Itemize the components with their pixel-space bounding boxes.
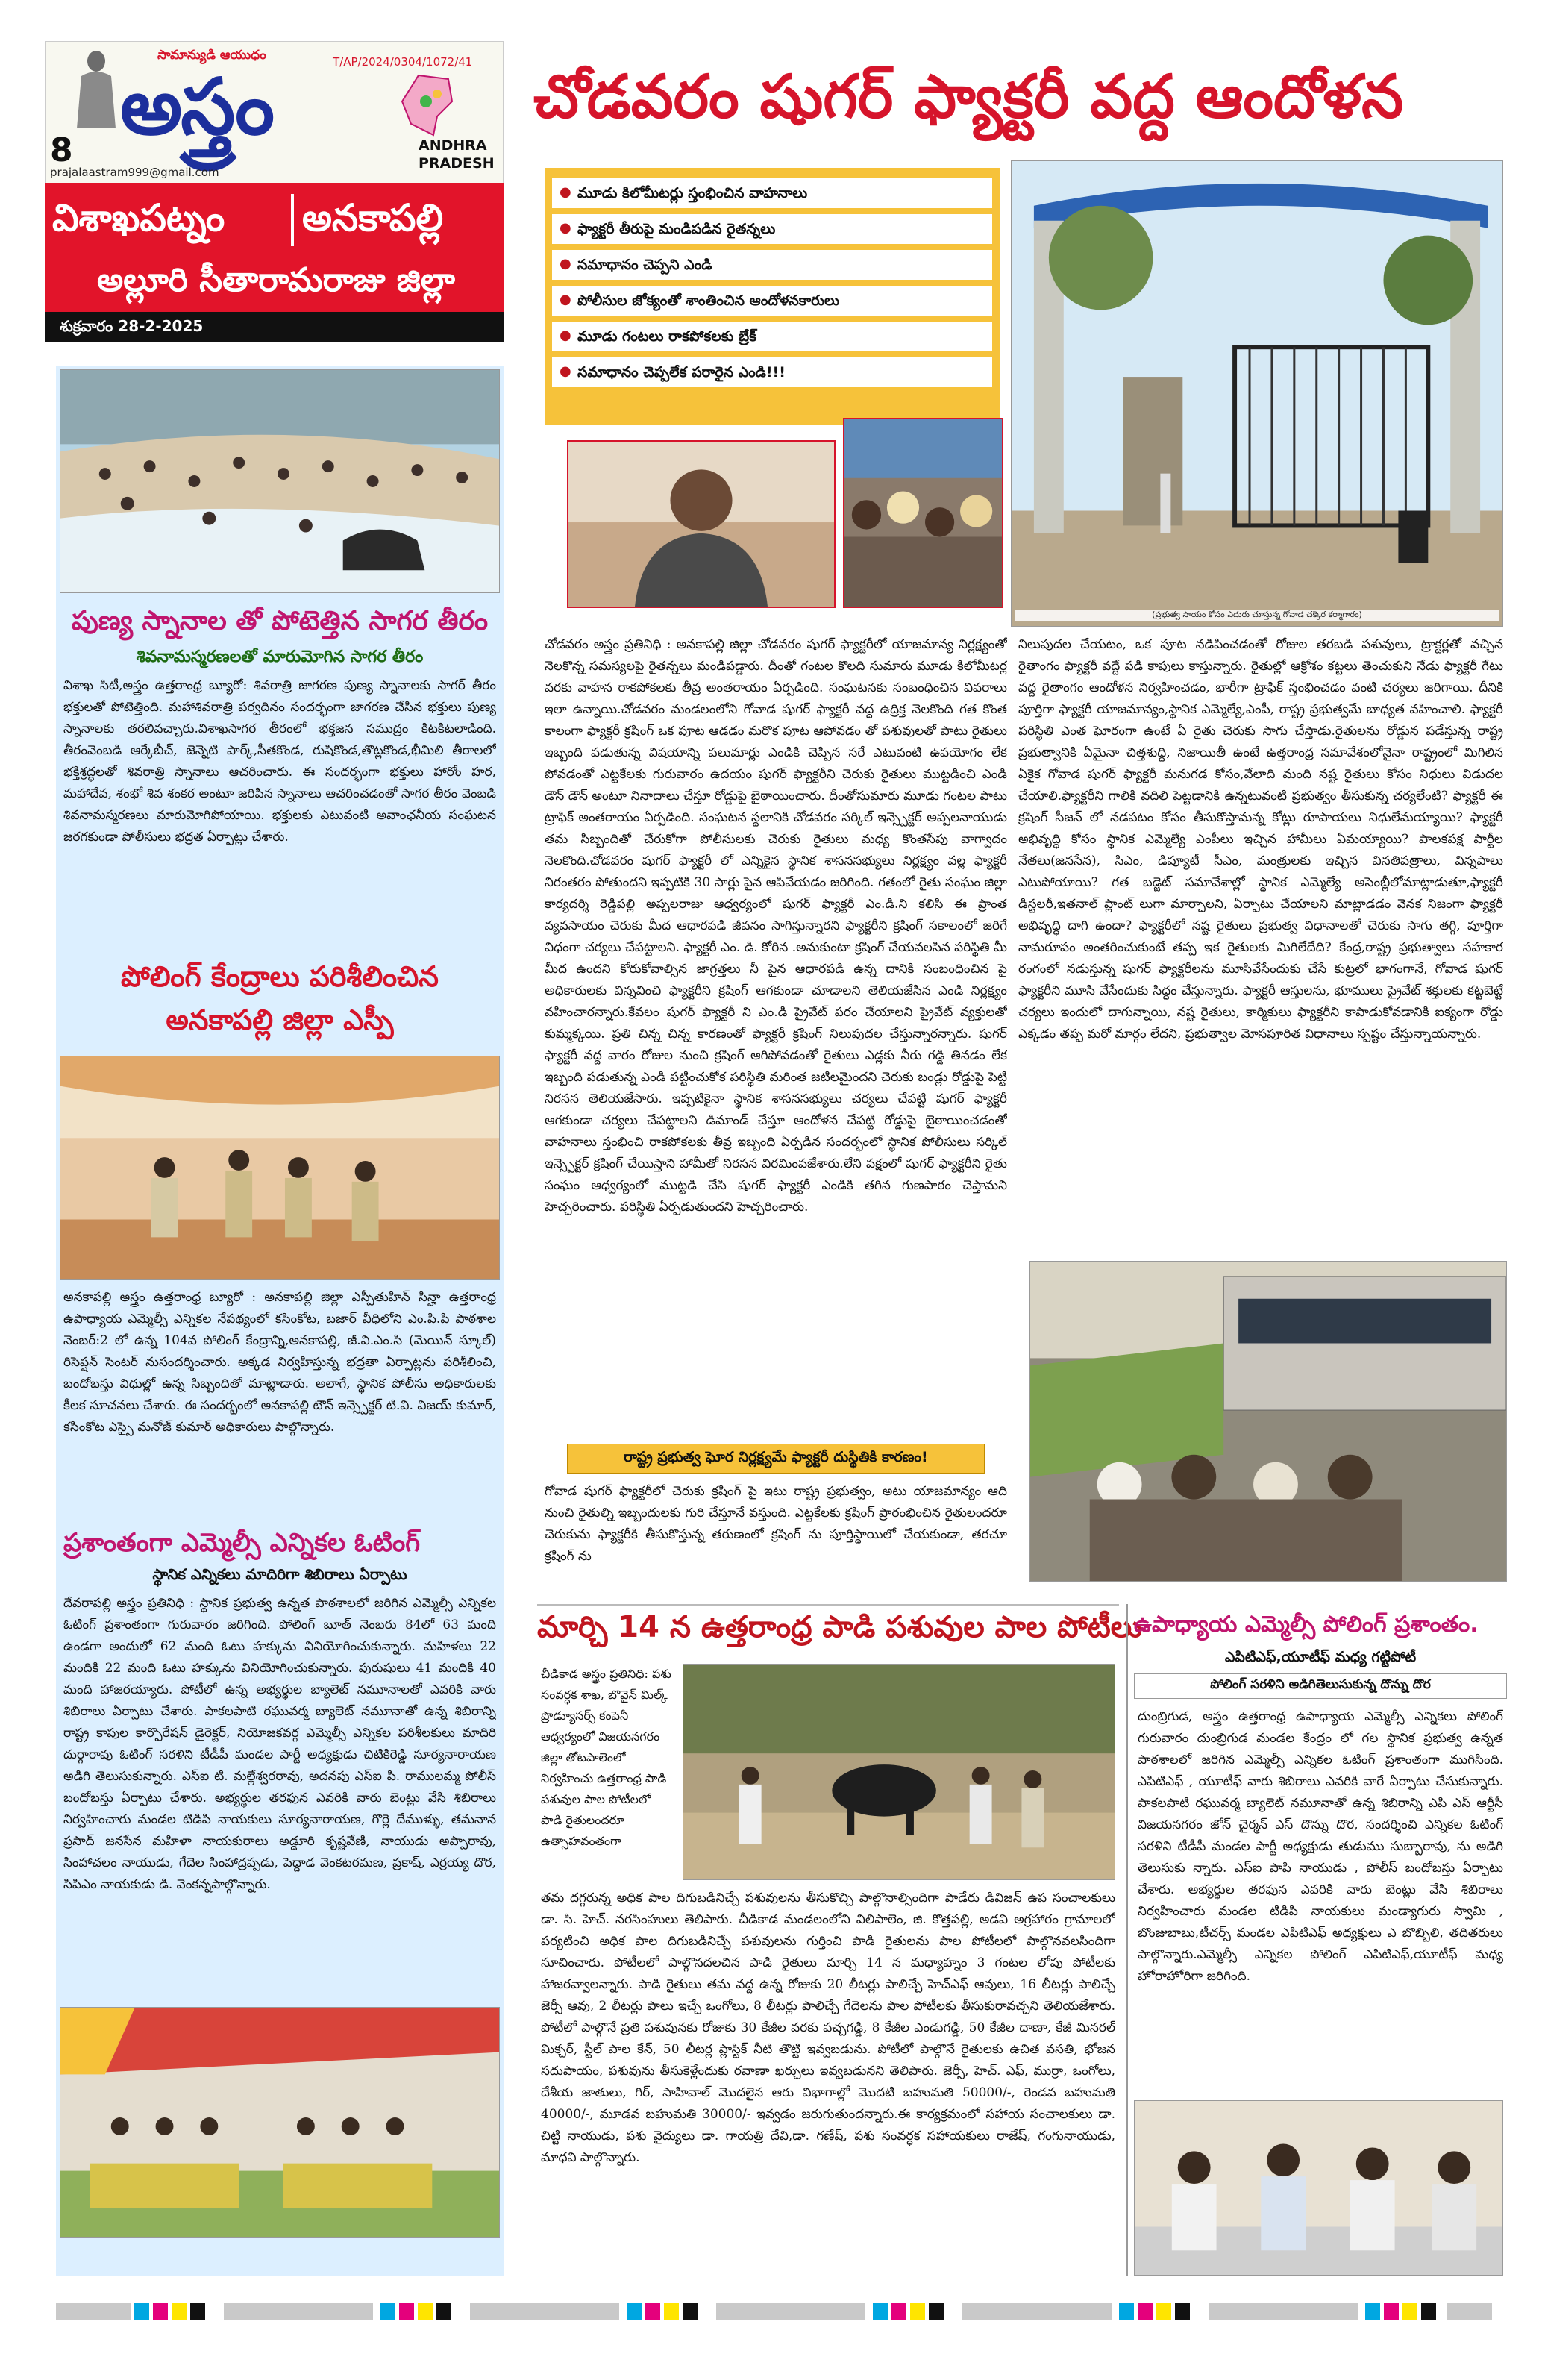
beach-headline: పుణ్య స్నానాల తో పోటెత్తిన సాగర తీరం bbox=[71, 606, 489, 636]
date-bar bbox=[45, 312, 504, 342]
milk-intro: చీడికాడ అస్త్రం ప్రతినిధి: పశు సంవర్ధక శాఖ, బొవైన్ మిల్క్ ప్రొడ్యూసర్స్ కంపెనీ ఆధ్వర్యంలో విజయనగరం జిల్లా తోటపాలెంలో నిర్వహించు ఉత్తరాంధ్ర పాడి పశువుల పాల పోటీలలో పాడి రైతులందరూ ఉత్సాహవంతంగా bbox=[541, 1667, 671, 1848]
beach-subhead: శివనామస్మరణలతో మారుమోగిన సాగర తీరం bbox=[136, 648, 424, 666]
teacher-subhead-2-box bbox=[1134, 1673, 1507, 1699]
bullet-item: ● సమాధానం చెప్పలేక పరారైన ఎండి!!! bbox=[552, 357, 992, 387]
teacher-polling-photo bbox=[1134, 2100, 1503, 2276]
district-banner bbox=[45, 183, 504, 332]
lead-article-column-2: నిలుపుదల చేయటం, ఒక పూట నడిపించడంతో రోజుల తరబడి పశువులు, ట్రాక్టర్లతో వచ్చిన రైతాంగం ఫ్యాక్టరీ వద్దే పడి కాపులు కాస్తున్నారు. రైతుల్లో ఆక్రోశం కట్టలు తెంచుకుని నేడు ఫ్యాక్టరీ గేటు వద్ద రైతాంగం ఆందోళన నిర్వహించడం, భారీగా ట్రాఫిక్ స్తంభించడం వంటి చర్యలు జరిగాయి. దీనికి పూర్తిగా ఫ్యాక్టరీ యాజమాన్యం,స్థానిక ఎమ్మెల్యే,ఎంపీ, రాష్ట్ర ప్రభుత్వమే బాధ్యత వహించాలి. ఫ్యాక్టరీ పరిస్థితి ఎంత ఘోరంగా ఉంటే ఏ రైతు చెరుకు సాగు చేస్తాడు.రైతులను రోడ్డున పడేస్తున్న రాష్ట్ర ప్రభుత్వానికి ఏమైనా చిత్తశుద్ధి, నిజాయితీ ఉంటే ఉత్తరాంధ్ర సమావేశంలోనైనా రాష్ట్రంలో మిగిలిన ఏకైక గోవాడ షుగర్ ఫ్యాక్టరీ మనుగడ కోసం,వేలాది మంది నష్ట రైతులు కోసం నిధులు విడుదల చేయాలి.ఫ్యాక్టరీని గాలికి వదిలి పెట్టడానికి ఉన్నటువంటి ప్రభుత్వం తీసుకున్న చర్యలేంటి? ఫ్యాక్టరీ ఈ క్రషింగ్ సీజన్ లో నడపటం కోసం తీసుకొస్తామన్న కోట్లు రూపాయలు నిధులేమయ్యాయి? ఫ్యాక్టరీ అభివృద్ధి కోసం స్థానిక ఎమ్మెల్యే ఎంపీలు ఇచ్చిన హామీలు ఏమయ్యాయి? పాలకపక్ష పార్టీల నేతలు(జనసేన), సిఎం, డిప్యూటీ సీఎం, మంత్రులకు ఇచ్చిన వినతిపత్రాలు, విన్నపాలు ఎటుపోయాయి? గత బడ్జెట్ సమావేశాల్లో స్థానిక ఎమ్మెల్యే అసెంబ్లీలోమాట్లాడుతూ,ఫ్యాక్టరీ డిస్టలరీ,ఇతనాల్ ప్లాంట్ లుగా మార్చాలని, ఏర్పాటు చేయాలని మాట్లాడడం వెనక నిజంగా ఫ్యాక్టరీ అభివృద్ధి దాగి ఉందా? ఫ్యాక్టరీలో నష్ట రైతులు ప్రభుత్వ విధానాలతో చెరుకు సాగు తగ్గి, పూర్తిగా నామరూపం అంతరించుకుంటే తప్ప ఇక రైతులకు మిగిలేదేది? కేంద్ర,రాష్ట్ర ప్రభుత్వాలు సహకార రంగంలో నడుస్తున్న షుగర్ ఫ్యాక్టరీలను మూసివేసేందుకు చేసే కుట్రలో భాగంగానే, గోవాడ షుగర్ ఫ్యాక్టరీని మూసి వేసేందుకు సిద్ధం చేస్తున్నారు. ఫ్యాక్టరీ ఆస్తులను, భూములు ప్రైవేట్ శక్తులకు కట్టబెట్టే చర్యలు ఇందులో దాగున్నాయి, నష్ట రైతులు, కార్మికులు ఫ్యాక్టరీని కాపాడుకోవడానికి ఐక్యంగా రోడ్డు ఎక్కడం తప్ప మరో మార్గం లేదని, ప్రభుత్వాల మోసపూరిత విధానాలు స్పష్టం చేస్తున్నాయన్నారు. bbox=[1018, 637, 1503, 1042]
buffalo-photo bbox=[683, 1664, 1115, 1880]
md-portrait-photo bbox=[567, 440, 836, 608]
bullet-item: ● సమాధానం చెప్పని ఎండి bbox=[552, 250, 992, 280]
registration-number: T/AP/2024/0304/1072/41 bbox=[333, 55, 473, 69]
mlc-subhead: స్థానిక ఎన్నికలు మాదిరిగా శిబిరాలు ఏర్పాటు bbox=[152, 1565, 407, 1583]
district-asr: అల్లూరి సీతారామరాజు జిల్లా bbox=[97, 261, 455, 299]
page-number: 8 bbox=[50, 131, 73, 169]
masthead-tagline: సామాన్యుడి ఆయుధం bbox=[157, 48, 266, 63]
issue-date: శుక్రవారం 28-2-2025 bbox=[60, 317, 204, 335]
milk-article-body: తమ దగ్గరున్న అధిక పాల దిగుబడినిచ్చే పశువులను తీసుకొచ్చి పాల్గొనాల్సిందిగా పాడేరు డివిజన్ ఉప సంచాలకులు డా. సి. హెచ్. నరసింహులు తెలిపారు. చీడికాడ మండలంలోని విలిపాలెం, జి. కొత్తపల్లి, అడవి అగ్రహారం గ్రామాలలో పర్యటించి అధిక పాల దిగుబడినిచ్చే పశువులను గుర్తించి పాడి రైతులను పాల పోటీలలో పాల్గొనవలసిందిగా సూచించారు. పోటీలలో పాల్గొనదలచిన పాడి రైతులు మార్చి 14 న మధ్యాహ్నం 3 గంటల లోపు పోటీలకు హాజరవ్వాలన్నారు. పాడి రైతులు తమ వద్ద ఉన్న రోజుకు 20 లీటర్లు పాలిచ్చే హెచ్ఎఫ్ ఆవులు, 16 లీటర్లు పాలిచ్చే జెర్సీ ఆవు, 2 లీటర్లు పాలు ఇచ్చే ఒంగోలు, 8 లీటర్లు పాలిచ్చే గేదెలను పాల పోటీలకు తీసుకురావచ్చని తెలియజేశారు. పోటీలో పాల్గొనే ప్రతి పశువునకు రోజుకు 30 కేజీల వరకు పచ్చగడ్డి, 8 కేజీల ఎండుగడ్డి, 50 కేజీల దాణా, కేజీ మినరల్ మిక్చర్, స్టీల్ పాల కేన్, 50 లీటర్ల ప్లాస్టిక్ నీటి తొట్టి ఇవ్వబడును. పోటీలో పాల్గొనే రైతులకు ఉచిత వసతి, భోజన సదుపాయం, పశువును తీసుకెళ్లేందుకు రవాణా ఖర్చులు ఇవ్వబడునని తెలిపారు. జెర్సీ, హెచ్. ఎఫ్, ముర్రా, ఒంగోలు, దేశీయ జాతులు, గిర్, సాహివాల్ మొదలైన ఆరు విభాగాల్లో మొదటి బహుమతి 50000/-, రెండవ బహుమతి 40000/-, మూడవ బహుమతి 30000/- ఇవ్వడం జరుగుతుందన్నారు.ఈ కార్యక్రమంలో సహాయ సంచాలకులు డా. చిట్టి నాయుడు, పశు వైద్యులు డా. గాయత్రి దేవి,డా. గణేష్, పశు సంవర్ధక సహాయకులు రాజేష్, గంగునాయుడు, మాధవి పాల్గొన్నారు. bbox=[541, 1891, 1115, 2165]
mlc-article-body: దేవరాపల్లి అస్త్రం ప్రతినిధి : స్థానిక ప్రభుత్వ ఉన్నత పాఠశాలలో జరిగిన ఎమ్మెల్సీ ఎన్నికల ఓటింగ్ ప్రశాంతంగా గురువారం జరిగింది. పోలింగ్ బూత్ నెంబరు 84లో 63 మంది ఉండగా అందులో 62 మంది ఓటు హక్కును వినియోగించుకున్నారు. మహిళలు 22 మందికి 22 మంది ఓటు హక్కును వినియోగించుకున్నారు. పురుషులు 41 మందికి 40 మంది హాజరయ్యారు. పోటీలో ఉన్న అభ్యర్థుల బ్యాలెట్ నమూనాలతో ఎవరికి వారు శిబిరాలు ఏర్పాటు చేశారు. పాకలపాటి రఘువర్మ బ్యాలెట్ నమూనాతో ఉన్న శిబిరాన్ని రాష్ట్ర కాపుల కార్పొరేషన్ డైరెక్టర్, నియోజకవర్గ ఎమ్మెల్సీ ఎన్నికల పరిశీలకులు మాదిరి దుర్గారావు ఓటింగ్ సరళిని టీడీపీ మండల పార్టీ అధ్యక్షుడు చిటికిరెడ్డి సూర్యనారాయణ అడిగి తెలుసుకున్నారు. ఎస్ఐ టి. మల్లేశ్వరరావు, అదనపు ఎస్ఐ పి. రాములమ్మ పోలీస్ బందోబస్తు ఏర్పాటు చేశారు. అభ్యర్థుల తరఫున ఎవరికి వారు బెంట్లు వేసి శిబిరాలు నిర్వహించారు మండల టిడిపి నాయకులు సూర్యనారాయణ, గొర్లె దేముళ్ళు, తమనాన ప్రసాద్ జనసేన మహిళా నాయకురాలు అడ్డూరి కృష్ణవేణి, నాయుడు అప్పారావు, సింహాచలం నాయుడు, గేదెల సింహాద్రప్పడు, పెద్దాడ వెంకటరమణ, ప్రకాష్, ఎర్రయ్య దొర, సిపిఎం నాయకుడు డి. వెంకన్నపాల్గొన్నారు. bbox=[63, 1596, 496, 1892]
sugarcane-carts-photo bbox=[1029, 1261, 1507, 1582]
teacher-headline: ఉపాధ్యాయ ఎమ్మెల్సీ పోలింగ్ ప్రశాంతం. bbox=[1134, 1612, 1479, 1638]
beach-crowd-photo bbox=[60, 369, 500, 593]
lead-bullet-box bbox=[545, 168, 1000, 425]
sp-article-body: అనకాపల్లి అస్త్రం ఉత్తరాంధ్ర బ్యూరో : అనకాపల్లి జిల్లా ఎస్పీతుహిన్ సిన్హా ఉత్తరాంధ్ర ఉపాధ్యాయ ఎమ్మెల్సీ ఎన్నికల నేపథ్యంలో కసింకోట, బజార్ వీధిలోని ఎం.పి.పి పాఠశాల నెంబర్:2 లో ఉన్న 104వ పోలింగ్ కేంద్రాన్ని,అనకాపల్లి, జీ.వి.ఎం.సి (మెయిన్ స్కూల్) రిసెప్షన్ సెంటర్ నుసందర్శించారు. అక్కడ నిర్వహిస్తున్న భద్రతా ఏర్పాట్లను పరిశీలించి, బందోబస్తు విధుల్లో ఉన్న సిబ్బందితో మాట్లాడారు. అలాగే, స్థానిక పోలీసు అధికారులకు కీలక సూచనలు చేశారు. ఈ సందర్భంలో అనకాపల్లి టౌన్ ఇన్స్పెక్టర్ టి.వి. విజయ్ కుమార్, కసింకోట ఎస్సై మనోజ్ కుమార్ అధికారులు పాల్గొన్నారు. bbox=[63, 1290, 496, 1435]
mlc-headline: ప్రశాంతంగా ఎమ్మెల్సీ ఎన్నికల ఓటింగ్ bbox=[63, 1528, 421, 1558]
district-anakapalli: అనకాపల్లి bbox=[302, 196, 444, 239]
bullet-item: ● పోలీసుల జోక్యంతో శాంతించిన ఆందోళనకారులు bbox=[552, 286, 992, 316]
state-label-2: PRADESH bbox=[419, 155, 495, 172]
bullet-item: ● మూడు కిలోమీటర్లు స్తంభించిన వాహనాలు bbox=[552, 178, 992, 208]
factory-gate-photo bbox=[1011, 160, 1503, 627]
lead-headline: చోడవరం షుగర్ ఫ్యాక్టరీ వద్ద ఆందోళన bbox=[533, 62, 1404, 131]
polling-camp-photo bbox=[60, 2007, 500, 2238]
sp-inspection-photo bbox=[60, 1056, 500, 1280]
gate-photo-caption: (ప్రభుత్వ సాయం కోసం ఎదురు చూస్తున్న గోవాడ చక్కెర కర్మాగారం) bbox=[1015, 610, 1499, 621]
masthead-logo-panel bbox=[45, 41, 504, 201]
buddha-statue-icon bbox=[74, 46, 119, 136]
lead-article-subhead: రాష్ట్ర ప్రభుత్వ ఘోర నిర్లక్ష్యమే ఫ్యాక్టరీ దుస్థితికి కారణం! bbox=[624, 1448, 928, 1465]
teacher-article-body: దుంబ్రిగుడ, అస్త్రం ఉత్తరాంధ్ర ఉపాధ్యాయ ఎమ్మెల్సీ ఎన్నికలు పోలింగ్ గురువారం దుంబ్రిగుడ మండల కేంద్రం లో గల స్థానిక ప్రభుత్వ ఉన్నత పాఠశాలలో జరిగిన ఎమ్మెల్సీ ఎన్నికల ఓటింగ్ ప్రశాంతంగా ముగిసింది. ఎపిటిఎఫ్ , యూటీఫ్ వారు శిబిరాలు ఎవరికి వారే ఏర్పాటు చేసుకున్నారు. పాకలపాటి రఘువర్మ బ్యాలెట్ నమూనాతో ఉన్న శిబిరాన్ని ఎపి ఎస్ ఆర్టీసీ విజయనగరం జోన్ చైర్మన్ ఎస్ దొన్ను దొర, సందర్శించి ఎన్నికల ఓటింగ్ సరళిని టీడీపీ మండల పార్టీ అధ్యక్షుడు తుడుము సుబ్బారావు, ను అడిగి తెలుసుకు న్నారు. ఎస్ఐ పాపి నాయుడు , పోలీస్ బందోబస్తు ఏర్పాటు చేశారు. అభ్యర్థుల తరఫున ఎవరికి వారు బెంట్లు వేసి శిబిరాలు నిర్వహించారు మండల టిడిపి నాయకులు మండ్యాగురు స్వామి , బొంజుబాబు,టీచర్స్ మండల ఎపిటిఎఫ్ అధ్యక్షులు ఎ బొబ్బిలి, తదితరులు పాల్గొన్నారు.ఎమ్మెల్సీ ఎన్నికల పోలింగ్ ఎపిటిఎఫ్,యూటీఫ్ మధ్య హోరాహోరిగా జరిగింది. bbox=[1138, 1709, 1503, 1984]
masthead-email: prajalaastram999@gmail.com bbox=[50, 166, 219, 179]
ap-map-icon bbox=[396, 72, 456, 139]
state-label-1: ANDHRA bbox=[419, 137, 487, 154]
lead-article-column-1: చోడవరం అస్త్రం ప్రతినిధి : అనకాపల్లి జిల్లా చోడవరం షుగర్ ఫ్యాక్టరీలో యాజమాన్య నిర్లక్ష్యంతో నెలకొన్న సమస్యలపై రైతన్నలు మండిపడ్డారు. దీంతో గంటల కొలది సుమారు మూడు కిలోమీటర్ల వరకు వాహన రాకపోకలకు తీవ్ర అంతరాయం ఏర్పడింది. సంఘటనకు సంబంధించిన వివరాలు ఇలా ఉన్నాయి.చోడవరం మండలంలోని గోవాడ షుగర్ ఫ్యాక్టరీ వద్ద ఉద్రిక్త నెలకొంది గత కొంత కాలంగా ఫ్యాక్టరీ క్రషింగ్ ఒక పూట ఆడడం మరొక పూట ఆపోవడం తో పశువులతో పాటు రైతులు ఇబ్బంది పడుతున్న విషయాన్ని పలుమార్లు ఎండికి చెప్పిన సరే ఎటువంటి ఉపయోగం లేక పోవడంతో ఎట్టకేలకు గురువారం ఉదయం షుగర్ ఫ్యాక్టరీని చెరుకు రైతులు ముట్టడించి ఎండి డౌన్ డౌన్ అంటూ నినాదాలు చేస్తూ రోడ్డుపై బైఠాయించారు. దీంతోసుమారు మూడు గంటల పాటు ట్రాఫిక్ అంతరాయం ఏర్పడింది. సంఘటన స్థలానికి చోడవరం సర్కిల్ ఇన్స్పెక్టర్ అప్పలనాయుడు తమ సిబ్బందితో చేరుకోగా పోలీసులకు చెరుకు రైతులు మధ్య కొంతసేపు వాగ్వాదం నెలకొంది.చోడవరం షుగర్ ఫ్యాక్టరీ లో ఎన్నికైన స్థానిక శాసనసభ్యులు నిర్లక్ష్యం వల్ల ఫ్యాక్టరీ నిరంతరం పోతుందని ఇప్పటికి 30 సార్లు పైన ఆపివేయడం జరిగింది. గతంలో రైతు సంఘం జిల్లా కార్యదర్శి రెడ్డిపల్లి అప్పలరాజు ఆధ్వర్యంలో షుగర్ ఫ్యాక్టరీ ఎం.డి.ని కలిసి ఈ ప్రాంత వ్యవసాయం చెరుకు మీద ఆధారపడి జీవనం సాగిస్తున్నారని ఫ్యాక్టరీని క్రషింగ్ సకాలంలో జరిగే విధంగా చర్యలు చేపట్టాలని. ఫ్యాక్టరీ ఎం. డి. కోరిన .అనుకుంటా క్రషింగ్ చేయవలసిన పరిస్థితి మీ మీద ఉందని కోరుకోవాల్సిన జాగ్రత్తలు నీ పైన ఆధారపడి ఉన్న దానికి సంబంధించిన పై అధికారులకు విన్నవించి ఫ్యాక్టరీని క్రషింగ్ ఆగకుండా చూడాలని తెలియజేసిన ఎండి నిర్లక్ష్యం వహించారన్నారు.కేవలం షుగర్ ఫ్యాక్టరీ ని ఎం.డి ప్రైవేట్ పరం చేయాలని ప్రైవేట్ వ్యక్తులతో కుమ్మక్కయి. ప్రతి చిన్న చిన్న కారణంతో ఫ్యాక్టరీ క్రషింగ్ నిలుపుదల చేస్తున్నారన్నారు. షుగర్ ఫ్యాక్టరీ వద్ద వారం రోజుల నుంచి క్రషింగ్ ఆగిపోవడంతో రైతులు ఎడ్లకు నీరు గడ్డి తినడం లేక ఇబ్బంది పడుతున్న ఎండి పట్టించుకోక పరిస్థితి మరింత జటిలమైందని చెరుకు బండ్లు రోడ్డుపై పెట్టి నిరసన తెలియజేసారు. ఇప్పటికైనా స్థానిక శాసనసభ్యులు చర్యలు చేపట్టి షుగర్ ఫ్యాక్టరీ ఆగకుండా చర్యలు చేపట్టాలని డిమాండ్ చేస్తూ ఆందోళన చేపట్టి రోడ్డుపై బైఠాయించడంతో వాహనాలు స్తంభించి రాకపోకలకు తీవ్ర ఇబ్బంది ఏర్పడిన సందర్భంలో స్థానిక పోలీసులు సర్కిల్ ఇన్స్పెక్టర్ క్రషింగ్ చేయిస్తాని హామీతో నిరసన విరమింపజేశారు.లేని పక్షంలో షుగర్ ఫ్యాక్టరీని రైతు సంఘం ఆధ్వర్యంలో ముట్టడి చేసి షుగర్ ఫ్యాక్టరీ ఎండికి తగిన గుణపాఠం చెప్తామని హెచ్చరించారు. పరిస్థితి ఏర్పడుతుందని హెచ్చరించారు. bbox=[545, 637, 1007, 1215]
bullet-item: ● మూడు గంటలు రాకపోకలకు బ్రేక్ bbox=[552, 322, 992, 351]
milk-headline: మార్చి 14 న ఉత్తరాంధ్ర పాడి పశువుల పాల పోటీలు bbox=[537, 1610, 1142, 1644]
sp-headline: పోలింగ్ కేంద్రాలు పరిశీలించిన అనకాపల్లి జిల్లా ఎస్పీ bbox=[121, 960, 439, 1036]
bullet-item: ● ఫ్యాక్టరీ తీరుపై మండిపడిన రైతన్నలు bbox=[552, 214, 992, 244]
district-divider bbox=[291, 194, 294, 246]
teacher-subhead-1: ఎపిటిఎఫ్,యూటీఫ్ మధ్య గట్టిపోటీ bbox=[1224, 1649, 1417, 1665]
protest-crowd-photo bbox=[843, 418, 1003, 608]
teacher-subhead-2: పోలింగ్ సరళిని అడిగితెలుసుకున్న దొన్ను దొర bbox=[1210, 1677, 1431, 1692]
district-visakhapatnam: విశాఖపట్నం bbox=[52, 196, 225, 239]
lead-article-subhead-box bbox=[567, 1444, 985, 1474]
masthead-logo: అస్త్రం bbox=[120, 61, 273, 152]
beach-article-body: విశాఖ సిటీ,అస్త్రం ఉత్తరాంధ్ర బ్యూరో: శివరాత్రి జాగరణ పుణ్య స్నానాలకు సాగర్ తీరం భక్తులతో పోటెత్తింది. మహాశివరాత్రి పర్వదినం సందర్భంగా జాగరణ చేసిన భక్తులు పుణ్య స్నానాలకు తరలివచ్చారు.విశాఖసాగర తీరంలో భక్తజన సముద్రం కిటకిటలాడింది. తీరంవెంబడి ఆర్కేబీచ్, జెన్నెటి పార్క్,సీతకొండ, రుషికొండ,తొట్లకొండ,భీమిలి తీరాలలో భక్తిశ్రద్ధలతో శివరాత్రి స్నానాలు ఆచరించారు. ఈ సందర్భంగా భక్తులు హారోం హర, మహాదేవ, శంభో శివ శంకర అంటూ జరిపిన స్నానాలు ఆచరించడంతో సాగర తీరం వెంబడి శివనామస్మరణలు మారుమోగిపోయాయి. భక్తులకు ఎటువంటి అవాంఛనీయ సంఘటన జరగకుండా పోలీసులు భద్రత ఏర్పాట్లు చేశారు. bbox=[63, 678, 496, 845]
masthead bbox=[45, 41, 504, 332]
lead-article-column-1-tail: గోవాడ షుగర్ ఫ్యాక్టరీలో చెరుకు క్రషింగ్ పై ఇటు రాష్ట్ర ప్రభుత్వం, అటు యాజమాన్యం ఆది నుంచి రైతుల్ని ఇబ్బందులకు గురి చేస్తూనే వస్తుంది. ఎట్టకేలకు క్రషింగ్ ప్రారంభించిన రైతులందరూ చెరుకును ఫ్యాక్టరీకి తీసుకొస్తున్న తరుణంలో క్రషింగ్ ను పూర్తిస్థాయిలో చేయకుండా, తరచూ క్రషింగ్ ను bbox=[545, 1484, 1007, 1564]
